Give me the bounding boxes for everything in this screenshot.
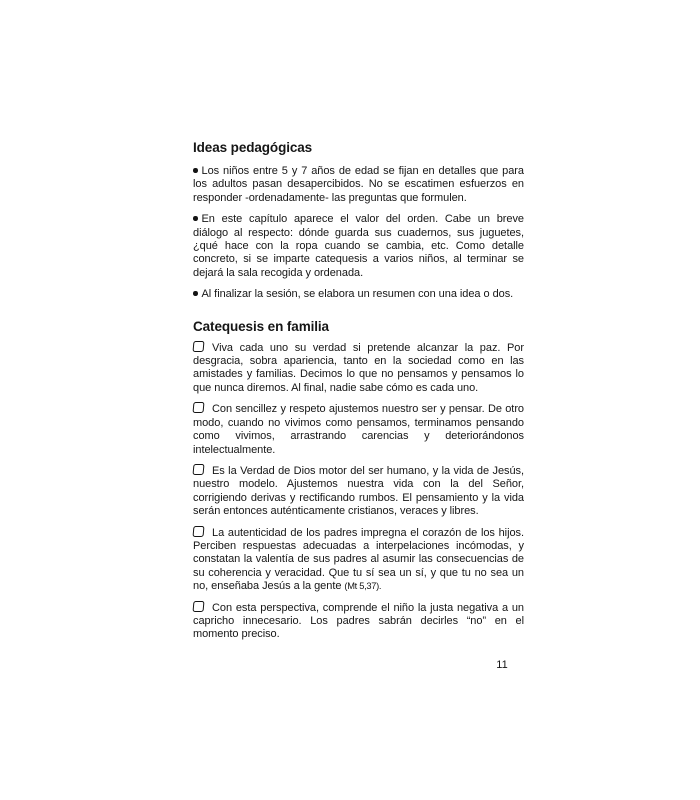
paragraph	[193, 402, 524, 457]
paragraph	[193, 526, 524, 594]
scripture-citation: (Mt 5,37).	[344, 581, 382, 592]
paragraph	[193, 165, 524, 205]
bullet-icon	[193, 216, 198, 221]
paragraph	[193, 601, 524, 642]
checkbox-icon	[193, 402, 205, 413]
bullet-icon	[193, 168, 198, 173]
checkbox-icon	[193, 341, 205, 352]
section-heading-ideas-pedagogicas: Ideas pedagógicas	[193, 140, 313, 155]
paragraph	[193, 288, 524, 301]
paragraph	[193, 341, 524, 396]
section-heading-catequesis-en-familia: Catequesis en familia	[193, 318, 329, 334]
paragraph-text: Los niños entre 5 y 7 años de edad se fijan en detalles que para los adultos pasan desapercibidos. No se escatimen esfuerzos en responder -ordenadamente- las preguntas que formulen.	[193, 165, 524, 204]
checkbox-icon	[193, 526, 205, 537]
paragraph	[193, 213, 524, 280]
paragraph-text: Al finalizar la sesión, se elabora un resumen con una idea o dos.	[201, 288, 514, 301]
paragraph-text: Con esta perspectiva, comprende el niño la justa negativa a un capricho innecesario. Los padres sabrán decirles “no” en el momento preciso.	[193, 601, 524, 641]
paragraph-text: La autenticidad de los padres impregna el corazón de los hijos. Perciben respuestas adecuadas a interpelaciones incómodas, y constatan la valentía de sus padres al asumir las consecuencias de su coherencia y veracidad. Que tu sí sea un sí, y que tu no sea un no, enseñaba Jesús a la gente	[193, 526, 524, 593]
checkbox-icon	[193, 464, 205, 475]
checkbox-icon	[193, 601, 205, 612]
bullet-icon	[193, 291, 198, 296]
paragraph-text: Viva cada uno su verdad si pretende alcanzar la paz. Por desgracia, sobra apariencia, tanto en la sociedad como en las amistades y familias. Decimos lo que no pensamos y pensamos lo que nunca diremos. Al final, nadie sabe cómo es cada uno.	[193, 341, 524, 394]
paragraph-text: En este capítulo aparece el valor del orden. Cabe un breve diálogo al respecto: dónde guarda sus cuadernos, sus juguetes, ¿qué hace con la ropa cuando se cambia, etc. Como detalle concreto, si se imparte catequesis a varios niños, al terminar se dejará la sala recogida y ordenada.	[193, 213, 524, 279]
paragraph-text: Con sencillez y respeto ajustemos nuestro ser y pensar. De otro modo, cuando no vivimos como pensamos, terminamos pensando como vivimos, arrastrando carencias y deteriorándonos intelectualmente.	[193, 403, 524, 456]
paragraph	[193, 464, 524, 519]
page-number: 11	[496, 659, 508, 671]
paragraph-text: Es la Verdad de Dios motor del ser humano, y la vida de Jesús, nuestro modelo. Ajustemos nuestra vida con la del Señor, corrigiendo derivas y rectificando rumbos. El pensamiento y la vida serán entonces auténticamente cristianos, veraces y libres.	[193, 464, 524, 518]
text-block	[193, 140, 524, 649]
